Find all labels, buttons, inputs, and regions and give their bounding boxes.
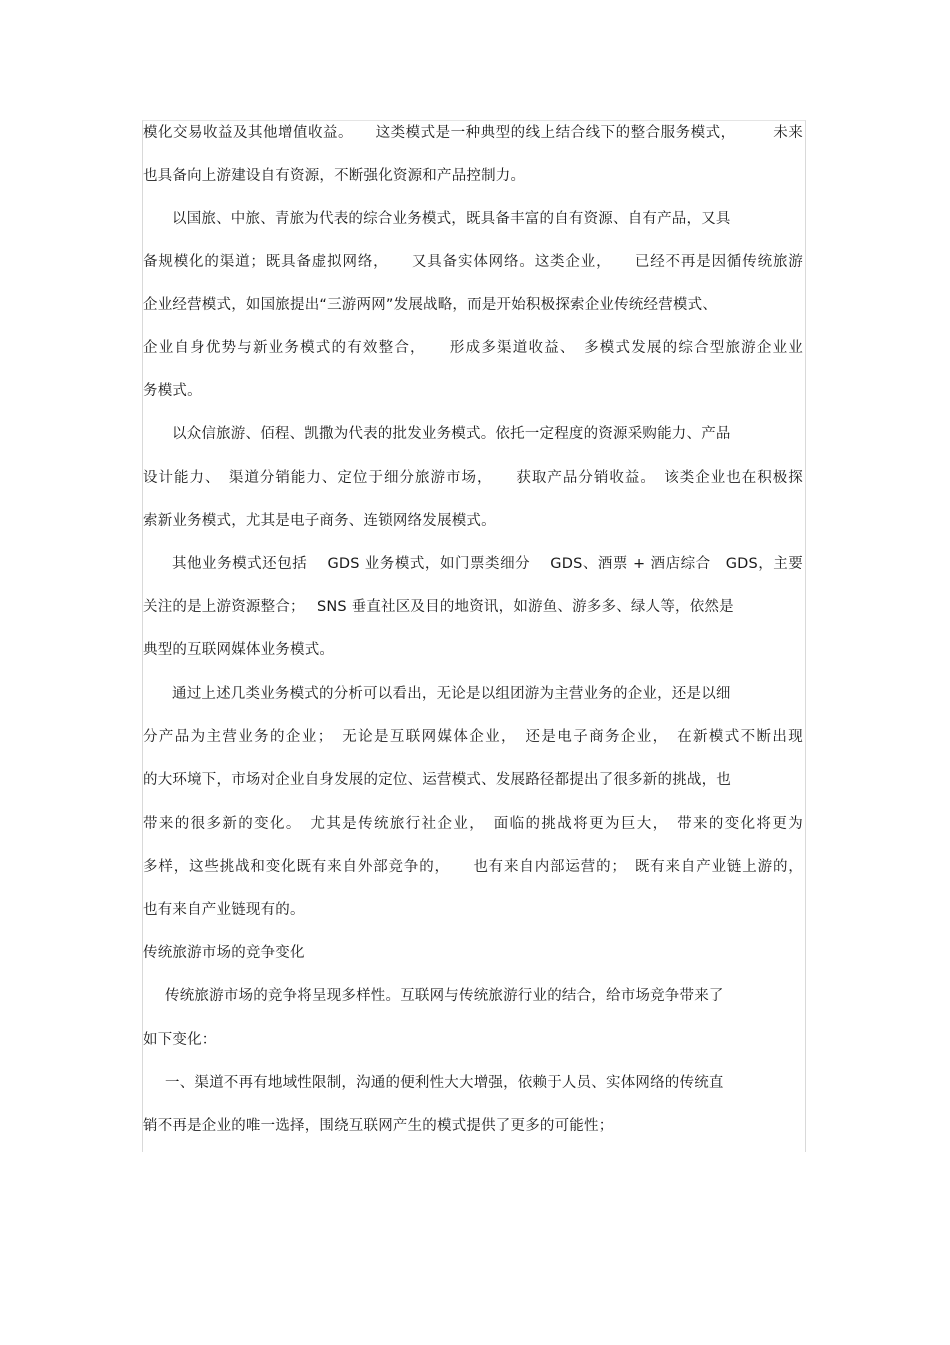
text-line: 分产品为主营业务的企业； 无论是互联网媒体企业， 还是电子商务企业， 在新模式不断出现 xyxy=(143,729,803,745)
text-line: 企业自身优势与新业务模式的有效整合， 形成多渠道收益、 多模式发展的综合型旅游企业业 xyxy=(143,340,803,356)
section-heading: 传统旅游市场的竞争变化 xyxy=(143,945,305,961)
text-line: 索新业务模式，尤其是电子商务、连锁网络发展模式。 xyxy=(143,513,496,529)
text-line: 务模式。 xyxy=(143,383,202,399)
text-line: 多样，这些挑战和变化既有来自外部竞争的， 也有来自内部运营的； 既有来自产业链上游的， xyxy=(143,859,803,875)
paragraph-start-line: 以国旅、中旅、青旅为代表的综合业务模式，既具备丰富的自有资源、自有产品，又具 xyxy=(172,211,731,227)
paragraph-start-line: 以众信旅游、佰程、凯撒为代表的批发业务模式。依托一定程度的资源采购能力、产品 xyxy=(172,426,731,442)
paragraph-start-line: 通过上述几类业务模式的分析可以看出，无论是以组团游为主营业务的企业，还是以细 xyxy=(172,686,731,702)
text-line: 的大环境下，市场对企业自身发展的定位、运营模式、发展路径都提出了很多新的挑战，也 xyxy=(143,772,731,788)
text-line: 模化交易收益及其他增值收益。 这类模式是一种典型的线上结合线下的整合服务模式， 未来 xyxy=(143,125,803,141)
text-line: 销不再是企业的唯一选择，围绕互联网产生的模式提供了更多的可能性； xyxy=(143,1118,614,1134)
paragraph-start-line: 其他业务模式还包括 GDS 业务模式，如门票类细分 GDS、酒票 + 酒店综合 GDS，主要 xyxy=(172,556,803,572)
text-line: 也具备向上游建设自有资源，不断强化资源和产品控制力。 xyxy=(143,168,526,184)
text-line: 备规模化的渠道；既具备虚拟网络， 又具备实体网络。这类企业， 已经不再是因循传统旅游 xyxy=(143,254,803,270)
list-item-line: 一、渠道不再有地域性限制，沟通的便利性大大增强，依赖于人员、实体网络的传统直 xyxy=(165,1075,724,1091)
text-line: 设计能力、 渠道分销能力、定位于细分旅游市场， 获取产品分销收益。 该类企业也在积极探 xyxy=(143,470,803,486)
text-line: 企业经营模式，如国旅提出“三游两网”发展战略，而是开始积极探索企业传统经营模式、 xyxy=(143,297,718,313)
paragraph-start-line: 传统旅游市场的竞争将呈现多样性。互联网与传统旅游行业的结合，给市场竞争带来了 xyxy=(165,988,724,1004)
text-line: 典型的互联网媒体业务模式。 xyxy=(143,642,335,658)
text-line: 关注的是上游资源整合； SNS 垂直社区及目的地资讯，如游鱼、游多多、绿人等，依然是 xyxy=(143,599,734,615)
text-line: 也有来自产业链现有的。 xyxy=(143,902,305,918)
text-line: 如下变化： xyxy=(143,1032,217,1048)
text-line: 带来的很多新的变化。 尤其是传统旅行社企业， 面临的挑战将更为巨大， 带来的变化将更为 xyxy=(143,816,803,832)
